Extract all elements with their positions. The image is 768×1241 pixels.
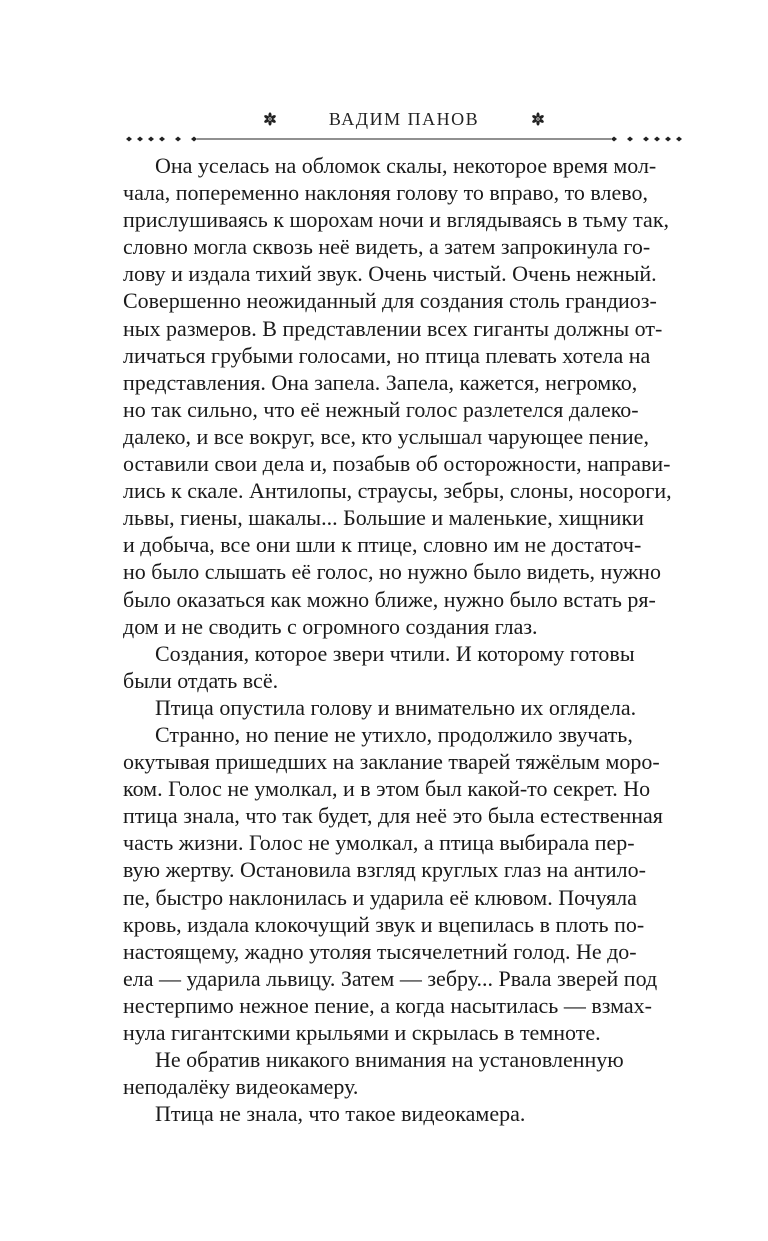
header-divider: [123, 136, 685, 142]
paragraph: Птица не знала, что такое видеокамера.: [155, 1101, 526, 1127]
paragraph: Странно, но пение не утихло, продолжило звучать, окутывая пришедших на заклание тварей тяжёлым моро- ком. Голос не умолкал, и в этом был какой-то секрет. Но птица знала, что так будет, для неё это была естественная часть жизни. Голос не умолкал, а птица выбирала пер- вую жертву. Остановила взгляд круглых глаз на антило- пе, быстро наклонилась и ударила её клювом. Почуяла кровь, издала клокочущий звук и вцепилась в плоть по- настоящему, жадно утоляя тысячелетний голод. Не до- ела — ударила львицу. Затем — зебру... Рвала зверей под нестерпимо нежное пение, а когда насытилась — взмах- нула гигантскими крыльями и скрылась в темноте.: [123, 721, 663, 1045]
asterisk-flower-icon: [531, 112, 545, 126]
paragraph: Не обратив никакого внимания на установленную неподалёку видеокамеру.: [123, 1047, 624, 1100]
author-name: ВАДИМ ПАНОВ: [328, 108, 480, 129]
paragraph: Создания, которое звери чтили. И которому готовы были отдать всё.: [123, 640, 635, 693]
body-text: [123, 152, 685, 1127]
asterisk-flower-icon: [263, 112, 277, 126]
paragraph: Птица опустила голову и внимательно их оглядела.: [155, 694, 637, 720]
running-head: [123, 106, 685, 132]
paragraph: Она уселась на обломок скалы, некоторое время мол- чала, попеременно наклоняя голову то вправо, то влево, прислушиваясь к шорохам ночи и вглядываясь в тьму так, словно могла сквозь неё видеть, а затем запрокинула го- лову и издала тихий звук. Очень чистый. Очень нежный. Совершенно неожиданный для создания столь грандиоз- ных размеров. В представлении всех гиганты должны от- личаться грубыми голосами, но птица плевать хотела на представления. Она запела. Запела, кажется, негромко, но так сильно, что её нежный голос разлетелся далеко- далеко, и все вокруг, все, кто услышал чарующее пение, оставили свои дела и, позабыв об осторожности, направи- лись к скале. Антилопы, страусы, зебры, слоны, носороги, львы, гиены, шакалы... Большие и маленькие, хищники и добыча, все они шли к птице, словно им не достаточ- но было слышать её голос, но нужно было видеть, нужно было оказаться как можно ближе, нужно было встать ря- дом и не сводить с огромного создания глаз.: [123, 153, 672, 639]
